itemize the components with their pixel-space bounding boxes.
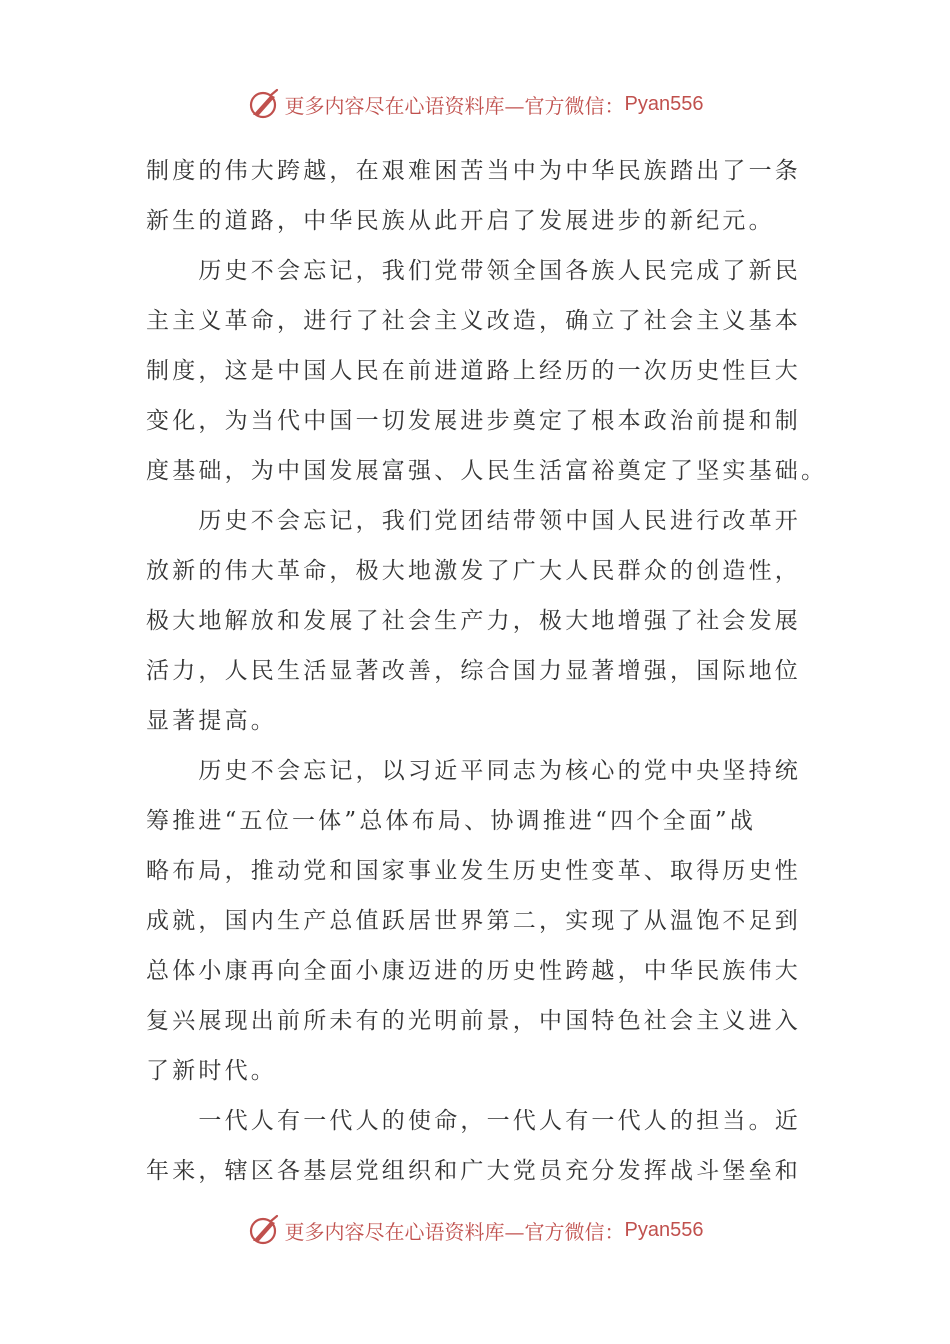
header-text: 更多内容尽在心语资料库—官方微信： bbox=[284, 93, 625, 118]
text-line: 历史不会忘记，我们党团结带领中国人民进行改革开 bbox=[146, 508, 801, 534]
document-body bbox=[146, 146, 828, 1196]
text-line: 年来，辖区各基层党组织和广大党员充分发挥战斗堡垒和 bbox=[146, 1158, 801, 1184]
text-line: 总体小康再向全面小康迈进的历史性跨越，中华民族伟大 bbox=[146, 958, 801, 984]
text-line: 显著提高。 bbox=[146, 708, 277, 734]
text-line: 放新的伟大革命，极大地激发了广大人民群众的创造性， bbox=[146, 558, 801, 584]
text-line: 制度的伟大跨越，在艰难困苦当中为中华民族踏出了一条 bbox=[146, 158, 801, 184]
text-line: 活力，人民生活显著改善，综合国力显著增强，国际地位 bbox=[146, 658, 801, 684]
text-line: 复兴展现出前所未有的光明前景，中国特色社会主义进入 bbox=[146, 1008, 801, 1034]
text-line: 度基础，为中国发展富强、人民生活富裕奠定了坚实基础。 bbox=[146, 458, 828, 484]
text-line: 新生的道路，中华民族从此开启了发展进步的新纪元。 bbox=[146, 208, 775, 234]
header-banner bbox=[0, 84, 950, 124]
pen-logo-icon bbox=[247, 1213, 281, 1247]
text-line: 历史不会忘记，以习近平同志为核心的党中央坚持统 bbox=[146, 758, 801, 784]
pen-logo-icon bbox=[247, 87, 281, 121]
text-line: 变化，为当代中国一切发展进步奠定了根本政治前提和制 bbox=[146, 408, 801, 434]
footer-banner bbox=[0, 1210, 950, 1250]
footer-handle: Pyan556 bbox=[624, 1218, 704, 1241]
text-line: 历史不会忘记，我们党带领全国各族人民完成了新民 bbox=[146, 258, 801, 284]
text-line: 制度，这是中国人民在前进道路上经历的一次历史性巨大 bbox=[146, 358, 801, 384]
text-line: 成就，国内生产总值跃居世界第二，实现了从温饱不足到 bbox=[146, 908, 801, 934]
text-line: 主主义革命，进行了社会主义改造，确立了社会主义基本 bbox=[146, 308, 801, 334]
text-line: 筹推进“五位一体”总体布局、协调推进“四个全面”战 bbox=[146, 808, 757, 834]
text-line: 了新时代。 bbox=[146, 1058, 277, 1084]
text-line: 极大地解放和发展了社会生产力，极大地增强了社会发展 bbox=[146, 608, 801, 634]
text-line: 一代人有一代人的使命，一代人有一代人的担当。近 bbox=[146, 1108, 801, 1134]
text-line: 略布局，推动党和国家事业发生历史性变革、取得历史性 bbox=[146, 858, 801, 884]
footer-text: 更多内容尽在心语资料库—官方微信： bbox=[284, 1219, 625, 1244]
header-handle: Pyan556 bbox=[624, 92, 704, 115]
